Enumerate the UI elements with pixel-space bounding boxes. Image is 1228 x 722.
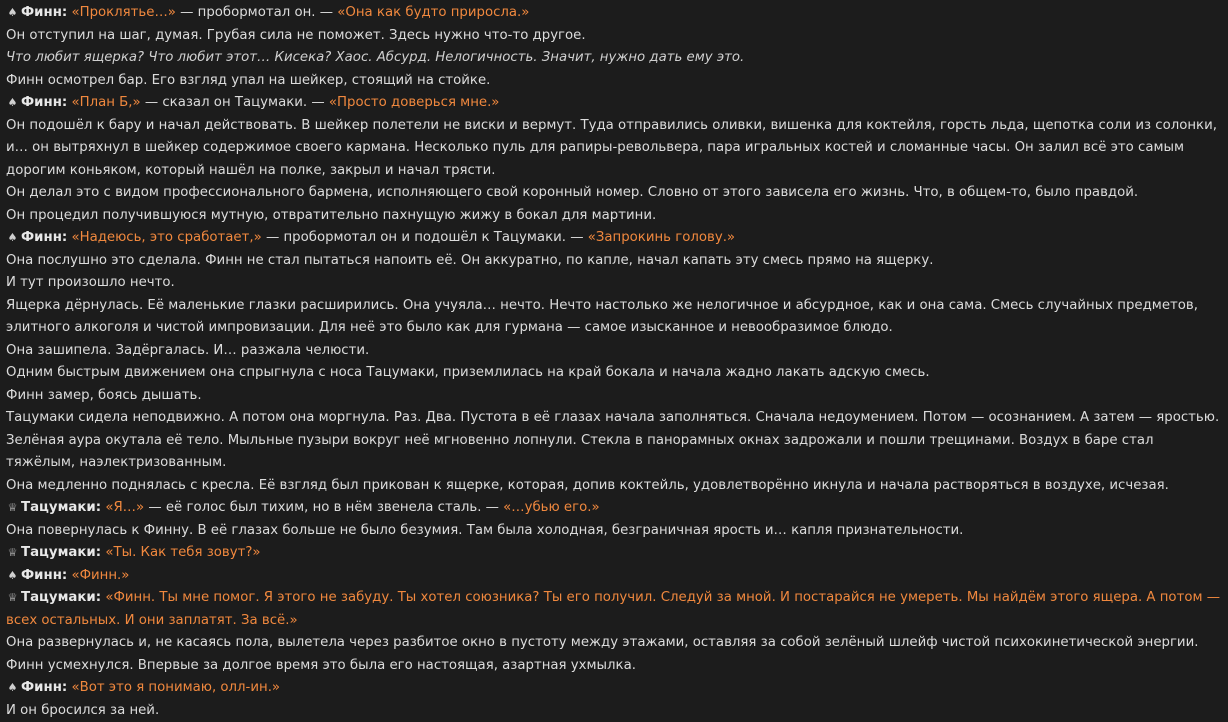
dialogue-line: [6, 497, 1222, 520]
narration-line: Финн усмехнулся. Впервые за долгое время это была его настоящая, азартная ухмылка.: [6, 655, 1222, 678]
narration-line: Он процедил получившуюся мутную, отвратительно пахнущую жижу в бокал для мартини.: [6, 205, 1222, 228]
narration-line: Она развернулась и, не касаясь пола, вылетела через разбитое окно в пустоту между этажами, оставляя за собой зелёный шлейф чистой психокинетической энергии.: [6, 632, 1222, 655]
narration-text: — пробормотал он. —: [176, 5, 337, 20]
spade-icon: ♠: [6, 227, 19, 250]
narration-line: Финн осмотрел бар. Его взгляд упал на шейкер, стоящий на стойке.: [6, 70, 1222, 93]
narration-line: И тут произошло нечто.: [6, 272, 1222, 295]
quoted-speech: «Финн.»: [71, 568, 129, 583]
quoted-speech: «Финн. Ты мне помог. Я этого не забуду. Ты хотел союзника? Ты его получил. Следуй за мной. И постарайся не умереть. Мы найдём этого ящера. А потом — всех остальных. И они заплатят. За всё.»: [6, 590, 1220, 628]
quoted-speech: «Просто доверься мне.»: [329, 95, 500, 110]
speaker-name: Финн:: [21, 5, 67, 20]
goblet-icon: ♕: [6, 542, 19, 565]
quoted-speech: «Надеюсь, это сработает,»: [71, 230, 261, 245]
dialogue-line: [6, 587, 1222, 632]
narration-line: Она зашипела. Задёргалась. И… разжала челюсти.: [6, 340, 1222, 363]
speaker-name: Тацумаки:: [21, 500, 101, 515]
narration-line: Зелёная аура окутала её тело. Мыльные пузыри вокруг неё мгновенно лопнули. Стекла в панорамных окнах задрожали и пошли трещинами. Воздух в баре стал тяжёлым, наэлектризованным.: [6, 430, 1222, 475]
dialogue-line: [6, 2, 1222, 25]
spade-icon: ♠: [6, 565, 19, 588]
spade-icon: ♠: [6, 92, 19, 115]
narration-text: — пробормотал он и подошёл к Тацумаки. —: [262, 230, 588, 245]
speaker-name: Финн:: [21, 230, 67, 245]
speaker-name: Тацумаки:: [21, 545, 101, 560]
quoted-speech: «Ты. Как тебя зовут?»: [105, 545, 260, 560]
narration-text: — сказал он Тацумаки. —: [141, 95, 329, 110]
quoted-speech: «План Б,»: [71, 95, 140, 110]
spade-icon: ♠: [6, 677, 19, 700]
narration-line: Она медленно поднялась с кресла. Её взгляд был прикован к ящерке, которая, допив коктейль, удовлетворённо икнула и начала растворяться в воздухе, исчезая.: [6, 475, 1222, 498]
dialogue-line: [6, 565, 1222, 588]
narration-line: Он делал это с видом профессионального бармена, исполняющего свой коронный номер. Словно от этого зависела его жизнь. Что, в общем-то, было правдой.: [6, 182, 1222, 205]
narration-text: — её голос был тихим, но в нём звенела сталь. —: [144, 500, 503, 515]
speaker-name: Финн:: [21, 95, 67, 110]
narration-line: Ящерка дёрнулась. Её маленькие глазки расширились. Она учуяла… нечто. Нечто настолько же нелогичное и абсурдное, как и она сама. Смесь случайных предметов, элитного алкоголя и чистой импровизации. Для неё это было как для гурмана — самое изысканное и невообразимое блюдо.: [6, 295, 1222, 340]
quoted-speech: «…убью его.»: [503, 500, 599, 515]
spade-icon: ♠: [6, 2, 19, 25]
quoted-speech: «Она как будто приросла.»: [337, 5, 529, 20]
narration-line: И он бросился за ней.: [6, 700, 1222, 722]
quoted-speech: «Я…»: [105, 500, 144, 515]
goblet-icon: ♕: [6, 497, 19, 520]
dialogue-line: [6, 542, 1222, 565]
quoted-speech: «Запрокинь голову.»: [588, 230, 735, 245]
dialogue-line: [6, 92, 1222, 115]
dialogue-line: [6, 677, 1222, 700]
quoted-speech: «Проклятье…»: [71, 5, 175, 20]
goblet-icon: ♕: [6, 587, 19, 610]
narration-line: Она повернулась к Финну. В её глазах больше не было безумия. Там была холодная, безграничная ярость и… капля признательности.: [6, 520, 1222, 543]
narration-line: Одним быстрым движением она спрыгнула с носа Тацумаки, приземлилась на край бокала и начала жадно лакать адскую смесь.: [6, 362, 1222, 385]
speaker-name: Финн:: [21, 680, 67, 695]
dialogue-line: [6, 227, 1222, 250]
narration-line: Она послушно это сделала. Финн не стал пытаться напоить её. Он аккуратно, по капле, начал капать эту смесь прямо на ящерку.: [6, 250, 1222, 273]
narration-line: Он подошёл к бару и начал действовать. В шейкер полетели не виски и вермут. Туда отправились оливки, вишенка для коктейля, горсть льда, щепотка соли из солонки, и… он вытряхнул в шейкер содержимое своего кармана. Несколько пуль для рапиры-револьвера, пара игральных костей и сломанные часы. Он залил всё это самым дорогим коньяком, который нашёл на полке, закрыл и начал трясти.: [6, 115, 1222, 183]
narration-line: Тацумаки сидела неподвижно. А потом она моргнула. Раз. Два. Пустота в её глазах начала заполняться. Сначала недоумением. Потом — осознанием. А затем — яростью.: [6, 407, 1222, 430]
quoted-speech: «Вот это я понимаю, олл-ин.»: [71, 680, 280, 695]
narration-line: Финн замер, боясь дышать.: [6, 385, 1222, 408]
narration-line: Он отступил на шаг, думая. Грубая сила не поможет. Здесь нужно что-то другое.: [6, 25, 1222, 48]
speaker-name: Финн:: [21, 568, 67, 583]
speaker-name: Тацумаки:: [21, 590, 101, 605]
inner-thought-line: Что любит ящерка? Что любит этот… Кисека? Хаос. Абсурд. Нелогичность. Значит, нужно дать ему это.: [6, 47, 1222, 70]
